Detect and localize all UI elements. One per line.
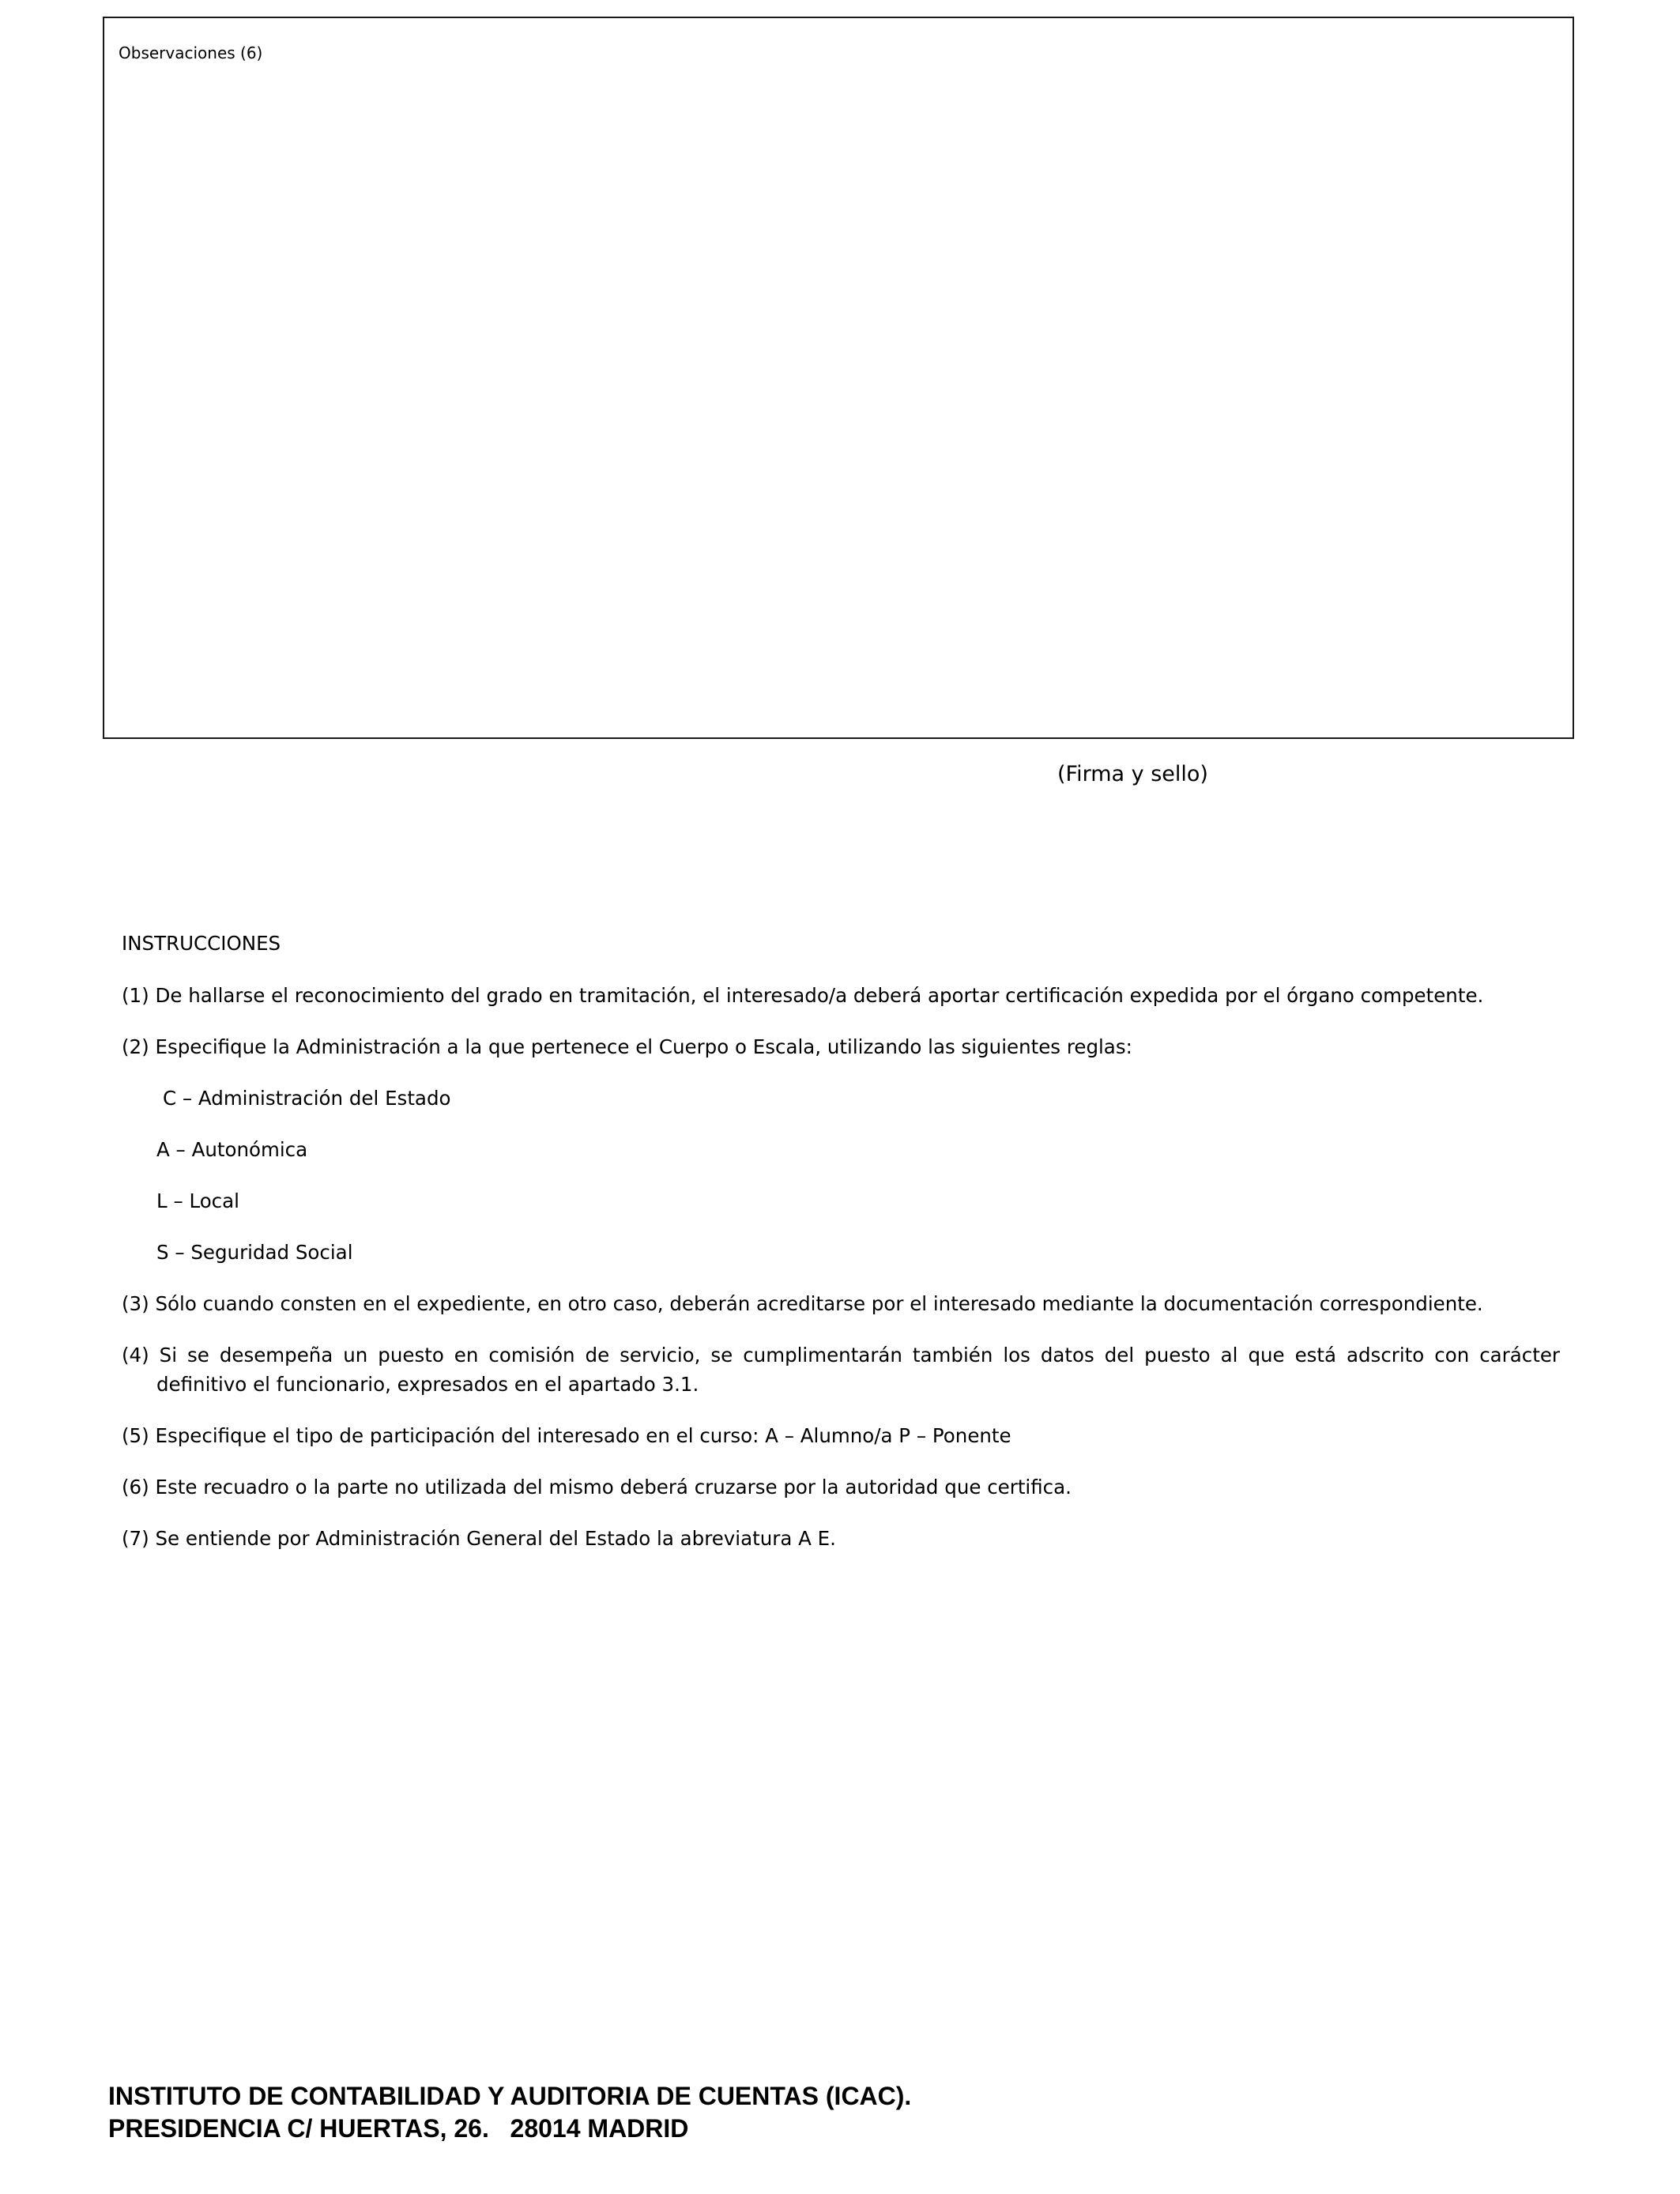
signature-label: (Firma y sello) bbox=[1057, 762, 1208, 786]
footer-address: PRESIDENCIA C/ HUERTAS, 26. 28014 MADRID bbox=[108, 2114, 689, 2143]
admin-rule-s: S – Seguridad Social bbox=[156, 1241, 353, 1264]
instruction-item-5: (5) Especifique el tipo de participación del interesado en el curso: A – Alumno/a P – Ponente bbox=[122, 1424, 1011, 1447]
admin-rule-l: L – Local bbox=[156, 1189, 239, 1212]
instruction-item-3: (3) Sólo cuando consten en el expediente, en otro caso, deberán acreditarse por el interesado mediante la documentación correspondiente. bbox=[122, 1292, 1483, 1315]
footer-institution: INSTITUTO DE CONTABILIDAD Y AUDITORIA DE CUENTAS (ICAC). bbox=[108, 2082, 912, 2110]
instruction-item-4: (4) Si se desempeña un puesto en comisión de servicio, se cumplimentarán también los datos del puesto al que está adscrito con carácter definitivo el funcionario, expresados en el apartado 3.1. bbox=[122, 1344, 1560, 1396]
instruction-item-7: (7) Se entiende por Administración General del Estado la abreviatura A E. bbox=[122, 1527, 836, 1550]
instruction-item-1: (1) De hallarse el reconocimiento del grado en tramitación, el interesado/a deberá aportar certificación expedida por el órgano competente. bbox=[122, 984, 1484, 1007]
observations-box bbox=[103, 17, 1574, 739]
admin-rule-a: A – Autonómica bbox=[156, 1138, 308, 1161]
instruction-item-6: (6) Este recuadro o la parte no utilizada del mismo deberá cruzarse por la autoridad que certifica. bbox=[122, 1476, 1072, 1498]
observations-label: Observaciones (6) bbox=[119, 43, 263, 62]
admin-rule-c: C – Administración del Estado bbox=[163, 1087, 451, 1110]
instruction-item-2: (2) Especifique la Administración a la que pertenece el Cuerpo o Escala, utilizando las siguientes reglas: bbox=[122, 1035, 1132, 1058]
instructions-heading: INSTRUCCIONES bbox=[122, 932, 281, 955]
